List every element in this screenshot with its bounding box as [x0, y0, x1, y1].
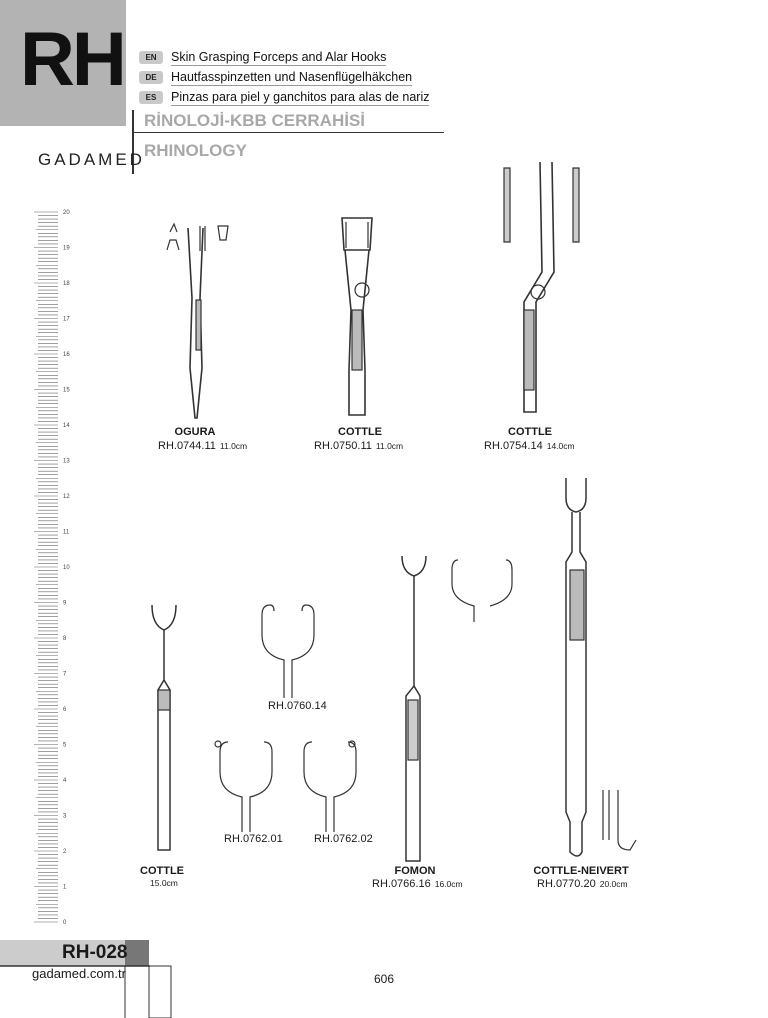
product-code-cottle-neivert: [537, 878, 628, 890]
ruler-label: 20: [63, 210, 70, 216]
cottle-hook-15cm-illustration: [152, 605, 176, 850]
product-code-0760: RH.0760.14: [268, 700, 327, 712]
product-size: 11.0cm: [219, 441, 248, 451]
ruler-label: 3: [63, 813, 67, 820]
product-code-ogura: [158, 440, 247, 452]
product-name-cottle-neivert: COTTLE-NEIVERT: [533, 865, 629, 877]
lang-badge-de: DE: [139, 71, 163, 84]
footer-url: gadamed.com.tr: [32, 966, 126, 981]
brand-logo: GADAMED: [38, 150, 145, 169]
lang-text-en: Skin Grasping Forceps and Alar Hooks: [171, 49, 387, 64]
product-size: 16.0cm: [434, 879, 463, 889]
ruler-label: 14: [63, 423, 70, 429]
cottle-0754-illustration: [504, 162, 579, 412]
ruler-label: 1: [63, 884, 67, 891]
product-name-cottle-15: COTTLE: [140, 865, 184, 877]
ruler-label: 12: [63, 494, 70, 500]
ruler-label: 10: [63, 565, 70, 571]
section-code: RH: [20, 17, 124, 102]
product-code-cottle-0754: [484, 440, 575, 452]
product-size: 20.0cm: [599, 879, 628, 889]
lang-text-de: Hautfasspinzetten und Nasenflügelhäkchen: [171, 69, 413, 84]
product-name-fomon: FOMON: [394, 865, 436, 877]
product-code: RH.0754.14: [484, 440, 543, 452]
cottle-neivert-illustration: [566, 478, 636, 856]
ruler-label: 8: [63, 636, 67, 642]
lang-badge-en: EN: [139, 51, 163, 64]
ogura-forceps-illustration: [167, 224, 228, 418]
product-code: RH.0744.11: [158, 440, 216, 452]
hook-0760-illustration: [262, 605, 314, 698]
product-size-cottle-15: [150, 877, 178, 889]
lang-text-es: Pinzas para piel y ganchitos para alas de nariz: [171, 89, 430, 104]
product-code-076201: RH.0762.01: [224, 833, 283, 845]
product-name-ogura: OGURA: [174, 426, 216, 438]
ruler-label: 19: [63, 245, 70, 252]
product-size: 15.0cm: [150, 878, 178, 888]
ruler-label: 11: [63, 529, 70, 536]
product-code: RH.0766.16: [372, 878, 431, 890]
category-title-en: RHINOLOGY: [144, 141, 247, 160]
ruler-label: 0: [63, 920, 67, 926]
product-size: 14.0cm: [546, 441, 575, 451]
ruler-label: 18: [63, 281, 70, 287]
product-code-fomon: [372, 878, 463, 890]
ruler-label: 2: [63, 849, 67, 855]
product-size: 11.0cm: [375, 441, 404, 451]
product-code-076202: RH.0762.02: [314, 833, 373, 845]
ruler-label: 16: [63, 352, 70, 358]
lang-badge-es: ES: [139, 91, 163, 104]
product-name-cottle-0754: COTTLE: [508, 426, 552, 438]
page-number: 606: [374, 972, 395, 986]
hook-076202-illustration: [304, 741, 356, 832]
ruler-label: 5: [63, 742, 67, 749]
ruler-label: 6: [63, 707, 67, 713]
ruler-label: 4: [63, 778, 67, 784]
product-code-cottle-0750: [314, 440, 403, 452]
ruler-label: 17: [63, 316, 70, 323]
fomon-hook-illustration: [402, 556, 512, 861]
ruler-label: 9: [63, 600, 67, 607]
product-name-cottle-0750: COTTLE: [338, 426, 382, 438]
ruler-label: 13: [63, 458, 70, 465]
category-title-tr: RİNOLOJİ-KBB CERRAHİSİ: [144, 111, 366, 130]
footer-page-code: RH-028: [62, 942, 128, 963]
product-code: RH.0750.11: [314, 440, 372, 452]
product-code: RH.0770.20: [537, 878, 596, 890]
cottle-0750-illustration: [342, 218, 372, 415]
hook-076201-illustration: [215, 741, 272, 832]
ruler-label: 7: [63, 671, 67, 678]
ruler-label: 15: [63, 387, 70, 394]
